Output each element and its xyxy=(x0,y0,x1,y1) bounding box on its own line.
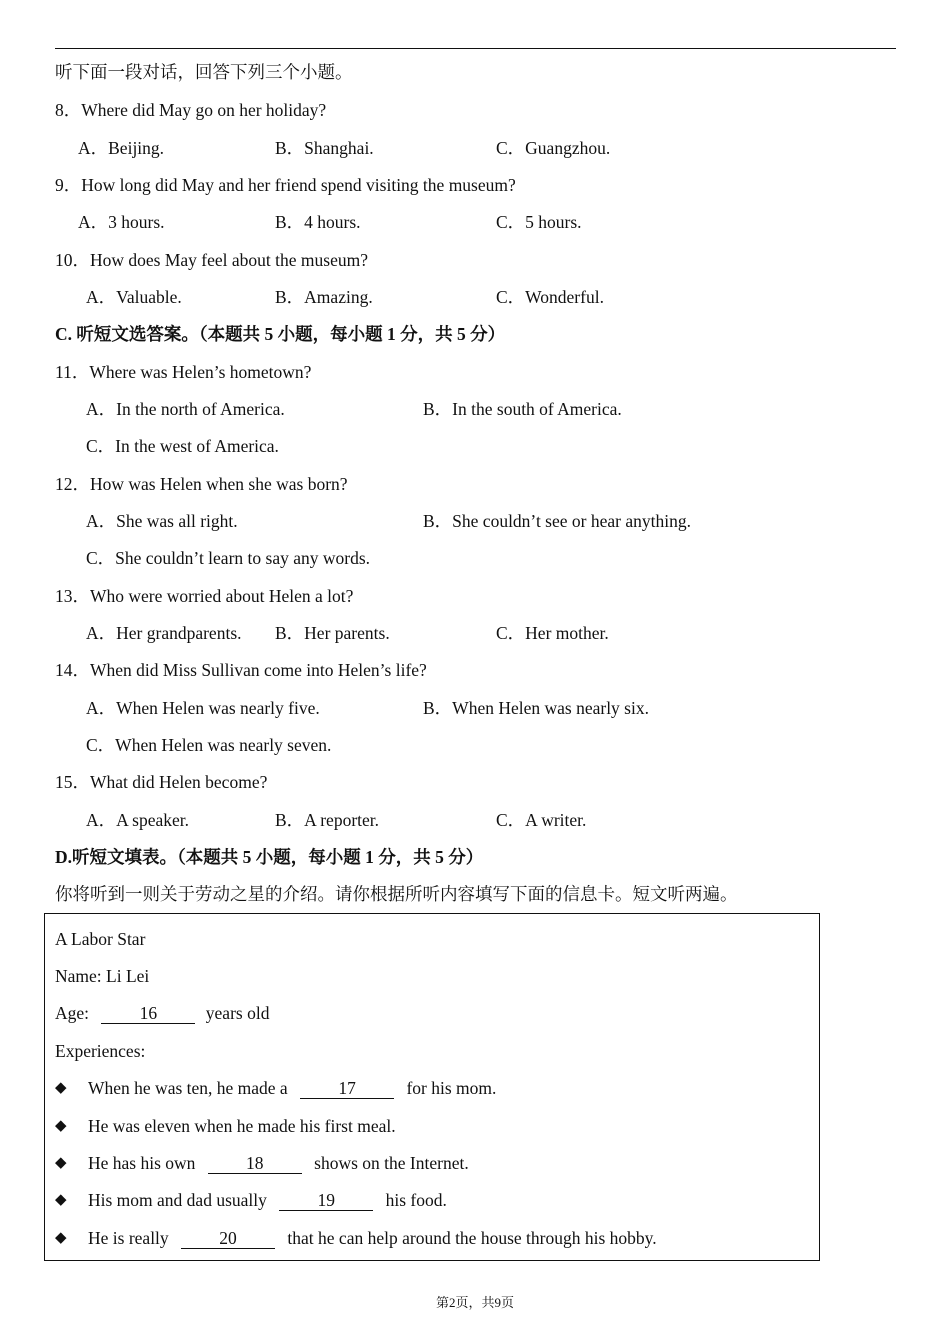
experience-item-1-before: When he was ten, he made a xyxy=(88,1078,288,1098)
question-14-option-c: C．When Helen was nearly seven. xyxy=(86,735,332,755)
card-title: A Labor Star xyxy=(55,929,146,949)
question-12-option-a: A．She was all right. xyxy=(86,511,238,531)
question-9-option-a: A．3 hours. xyxy=(78,212,165,232)
question-11-option-b: B．In the south of America. xyxy=(423,399,622,419)
question-11-stem: 11．Where was Helen’s hometown? xyxy=(55,362,312,382)
question-15-option-c: C．A writer. xyxy=(496,810,587,830)
question-10-option-b: B．Amazing. xyxy=(275,287,373,307)
experience-item-1 xyxy=(88,1077,496,1099)
blank-18: 18 xyxy=(208,1153,302,1174)
age-label: Age: xyxy=(55,1003,90,1023)
diamond-bullet-icon: ◆ xyxy=(55,1192,67,1208)
experience-item-3-after: shows on the Internet. xyxy=(314,1153,469,1173)
question-10-option-c: C．Wonderful. xyxy=(496,287,604,307)
question-14-option-b: B．When Helen was nearly six. xyxy=(423,698,649,718)
diamond-bullet-icon: ◆ xyxy=(55,1155,67,1171)
experience-item-5-after: that he can help around the house through his hobby. xyxy=(287,1228,657,1248)
question-13-stem: 13．Who were worried about Helen a lot? xyxy=(55,586,354,606)
question-14-stem: 14．When did Miss Sullivan come into Helen’s life? xyxy=(55,660,427,680)
experience-item-5 xyxy=(88,1227,657,1249)
diamond-bullet-icon: ◆ xyxy=(55,1080,67,1096)
question-9-stem: 9．How long did May and her friend spend visiting the museum? xyxy=(55,175,516,195)
section-c-heading: C. 听短文选答案。（本题共 5 小题，每小题 1 分，共 5 分） xyxy=(55,324,506,344)
blank-20: 20 xyxy=(181,1228,275,1249)
question-9-option-b: B．4 hours. xyxy=(275,212,361,232)
question-14-option-a: A．When Helen was nearly five. xyxy=(86,698,320,718)
section-d-heading: D.听短文填表。（本题共 5 小题，每小题 1 分，共 5 分） xyxy=(55,847,484,867)
question-11-option-a: A．In the north of America. xyxy=(86,399,285,419)
age-suffix: years old xyxy=(205,1003,270,1023)
question-8-option-b: B．Shanghai. xyxy=(275,138,374,158)
section-d-instruction: 你将听到一则关于劳动之星的介绍。请你根据所听内容填写下面的信息卡。短文听两遍。 xyxy=(55,884,738,904)
experience-item-4-after: his food. xyxy=(385,1190,447,1210)
experience-item-3-before: He has his own xyxy=(88,1153,196,1173)
blank-19: 19 xyxy=(279,1190,373,1211)
question-9-option-c: C．5 hours. xyxy=(496,212,582,232)
question-8-option-c: C．Guangzhou. xyxy=(496,138,611,158)
question-13-option-a: A．Her grandparents. xyxy=(86,623,242,643)
diamond-bullet-icon: ◆ xyxy=(55,1118,67,1134)
experience-item-5-before: He is really xyxy=(88,1228,169,1248)
question-11-option-c: C．In the west of America. xyxy=(86,436,279,456)
question-8-stem: 8．Where did May go on her holiday? xyxy=(55,100,327,120)
experience-item-4-before: His mom and dad usually xyxy=(88,1190,267,1210)
question-10-option-a: A．Valuable. xyxy=(86,287,182,307)
question-15-option-b: B．A reporter. xyxy=(275,810,380,830)
question-12-stem: 12．How was Helen when she was born? xyxy=(55,474,348,494)
experiences-label: Experiences: xyxy=(55,1041,146,1061)
question-13-option-c: C．Her mother. xyxy=(496,623,609,643)
experience-item-4 xyxy=(88,1189,447,1211)
age-blank: 16 xyxy=(101,1003,195,1024)
question-10-stem: 10．How does May feel about the museum? xyxy=(55,250,368,270)
blank-17: 17 xyxy=(300,1078,394,1099)
question-15-option-a: A．A speaker. xyxy=(86,810,190,830)
question-15-stem: 15．What did Helen become? xyxy=(55,772,268,792)
experience-item-3 xyxy=(88,1152,469,1174)
experience-item-1-after: for his mom. xyxy=(406,1078,497,1098)
question-13-option-b: B．Her parents. xyxy=(275,623,390,643)
question-8-option-a: A．Beijing. xyxy=(78,138,165,158)
card-age-row xyxy=(55,1002,269,1024)
intro-line: 听下面一段对话，回答下列三个小题。 xyxy=(55,62,353,82)
page-footer: 第2页，共9页 xyxy=(435,1295,514,1310)
card-name: Name: Li Lei xyxy=(55,966,150,986)
top-rule xyxy=(55,48,896,49)
question-12-option-c: C．She couldn’t learn to say any words. xyxy=(86,548,371,568)
question-12-option-b: B．She couldn’t see or hear anything. xyxy=(423,511,691,531)
experience-item-2: He was eleven when he made his first meal. xyxy=(88,1116,396,1136)
diamond-bullet-icon: ◆ xyxy=(55,1230,67,1246)
